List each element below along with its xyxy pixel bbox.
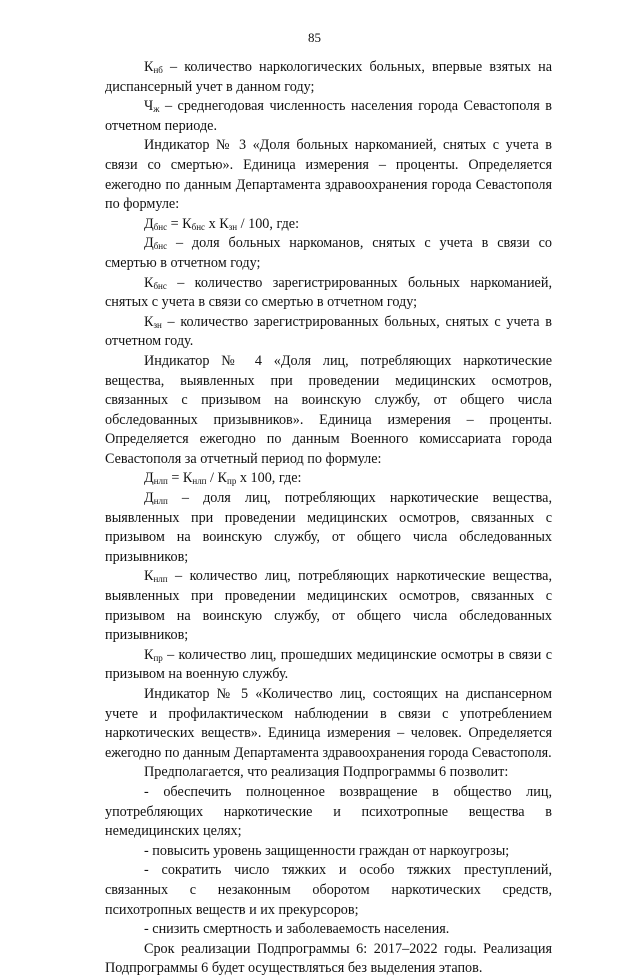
symbol-subscript: пр bbox=[153, 652, 163, 663]
paragraph-text: – количество лиц, потребляющих наркотические вещества, выявленных при проведении медицинских осмотров, связанных с призывом на воинскую службу, от общего числа обследованных призывников; bbox=[105, 568, 552, 644]
formula-dnlp bbox=[105, 469, 552, 489]
symbol: К bbox=[144, 313, 154, 330]
symbol-subscript: пр bbox=[227, 476, 237, 487]
formula-part: / К bbox=[206, 470, 227, 487]
formula-part: = К bbox=[167, 215, 192, 232]
paragraph-definition-dbns bbox=[105, 234, 552, 273]
formula-part: х 100, где: bbox=[236, 470, 302, 487]
paragraph-indicator-3: Индикатор № 3 «Доля больных наркоманией, снятых с учета в связи со смертью». Единица измерения – проценты. Определяется ежегодно по данным Департамента здравоохранения города Севастополя по формуле: bbox=[105, 137, 552, 213]
symbol-subscript: нлп bbox=[153, 476, 168, 487]
symbol-subscript: зн bbox=[228, 221, 238, 232]
paragraph-text: – количество лиц, прошедших медицинские осмотры в связи с призывом на военную службу. bbox=[105, 646, 552, 683]
paragraph-text: – количество зарегистрированных больных, снятых с учета в отчетном году. bbox=[105, 313, 552, 350]
paragraph-indicator-5: Индикатор № 5 «Количество лиц, состоящих на диспансерном учете и профилактическом наблюдении в связи с употреблением наркотических веществ». Единица измерения – человек. Определяется ежегодно по данным Департамента здравоохранения города Севастополя. bbox=[105, 686, 552, 761]
paragraph-indicator-4: Индикатор № 4 «Доля лиц, потребляющих наркотические вещества, выявленных при проведении медицинских осмотров, связанных с призывом на воинскую службу, от общего числа обследованных призывников». Единица измерения – проценты. Определяется ежегодно по данным Военного комиссариата города Севастополя за отчетный период по формуле: bbox=[105, 352, 552, 467]
symbol: Ч bbox=[144, 98, 154, 115]
symbol-subscript: зн bbox=[153, 319, 162, 330]
symbol-subscript: бнс bbox=[153, 221, 168, 232]
page-number: 85 bbox=[308, 30, 321, 45]
paragraph-definition-knlp bbox=[105, 567, 552, 645]
symbol-subscript: ж bbox=[153, 104, 160, 115]
paragraph-definition-knb bbox=[105, 58, 552, 97]
symbol-subscript: нб bbox=[153, 65, 163, 75]
paragraph-definition-kzn bbox=[105, 313, 552, 352]
paragraph-implementation-period: Срок реализации Подпрограммы 6: 2017–2022 годы. Реализация Подпрограммы 6 будет осуществляться без выделения этапов. bbox=[105, 940, 552, 977]
symbol: К bbox=[144, 568, 154, 585]
paragraph-definition-kbns bbox=[105, 274, 552, 313]
symbol-subscript: бнс bbox=[191, 221, 206, 232]
paragraph-text: – количество наркологических больных, впервые взятых на диспансерный учет в данном году; bbox=[105, 59, 552, 95]
list-item: - снизить смертность и заболеваемость населения. bbox=[144, 921, 450, 938]
list-item: - обеспечить полноценное возвращение в общество лиц, употребляющих наркотические и психотропные вещества в немедицинских целях; bbox=[105, 783, 552, 840]
list-item: - сократить число тяжких и особо тяжких преступлений, связанных с незаконным оборотом наркотических средств, психотропных веществ и их прекурсоров; bbox=[105, 862, 552, 918]
paragraph-definition-chzh bbox=[105, 97, 552, 136]
paragraph-expected-results: Предполагается, что реализация Подпрограммы 6 позволит: bbox=[144, 764, 509, 781]
symbol: К bbox=[144, 646, 154, 663]
symbol: Д bbox=[144, 490, 154, 507]
symbol-subscript: нлп bbox=[153, 496, 168, 507]
paragraph-definition-kpr bbox=[105, 646, 552, 685]
paragraph-text: – доля лиц, потребляющих наркотические вещества, выявленных при проведении медицинских осмотров, связанных с призывом на воинскую службу, от общего числа обследованных призывников; bbox=[105, 490, 552, 565]
paragraph-text: – доля больных наркоманов, снятых с учета в связи со смертью в отчетном году; bbox=[105, 235, 552, 271]
list-item: - повысить уровень защищенности граждан от наркоугрозы; bbox=[144, 842, 510, 859]
symbol: Д bbox=[144, 215, 154, 232]
symbol: Д bbox=[144, 470, 154, 487]
formula-part: х К bbox=[205, 215, 229, 232]
paragraph-text: – среднегодовая численность населения города Севастополя в отчетном периоде. bbox=[105, 98, 552, 134]
formula-part: / 100, где: bbox=[237, 215, 300, 232]
symbol-subscript: бнс bbox=[153, 280, 167, 291]
symbol-subscript: бнс bbox=[153, 241, 168, 252]
symbol-subscript: нлп bbox=[192, 476, 207, 487]
document-body bbox=[105, 58, 552, 979]
symbol: К bbox=[144, 59, 154, 75]
symbol: К bbox=[144, 274, 154, 291]
paragraph-definition-dnlp bbox=[105, 489, 552, 567]
paragraph-text: – количество зарегистрированных больных наркоманией, снятых с учета в связи со смертью в отчетном году; bbox=[105, 274, 552, 311]
formula-part: = К bbox=[167, 470, 193, 487]
symbol: Д bbox=[144, 235, 154, 252]
formula-dbns bbox=[105, 215, 552, 235]
symbol-subscript: нлп bbox=[153, 574, 168, 585]
